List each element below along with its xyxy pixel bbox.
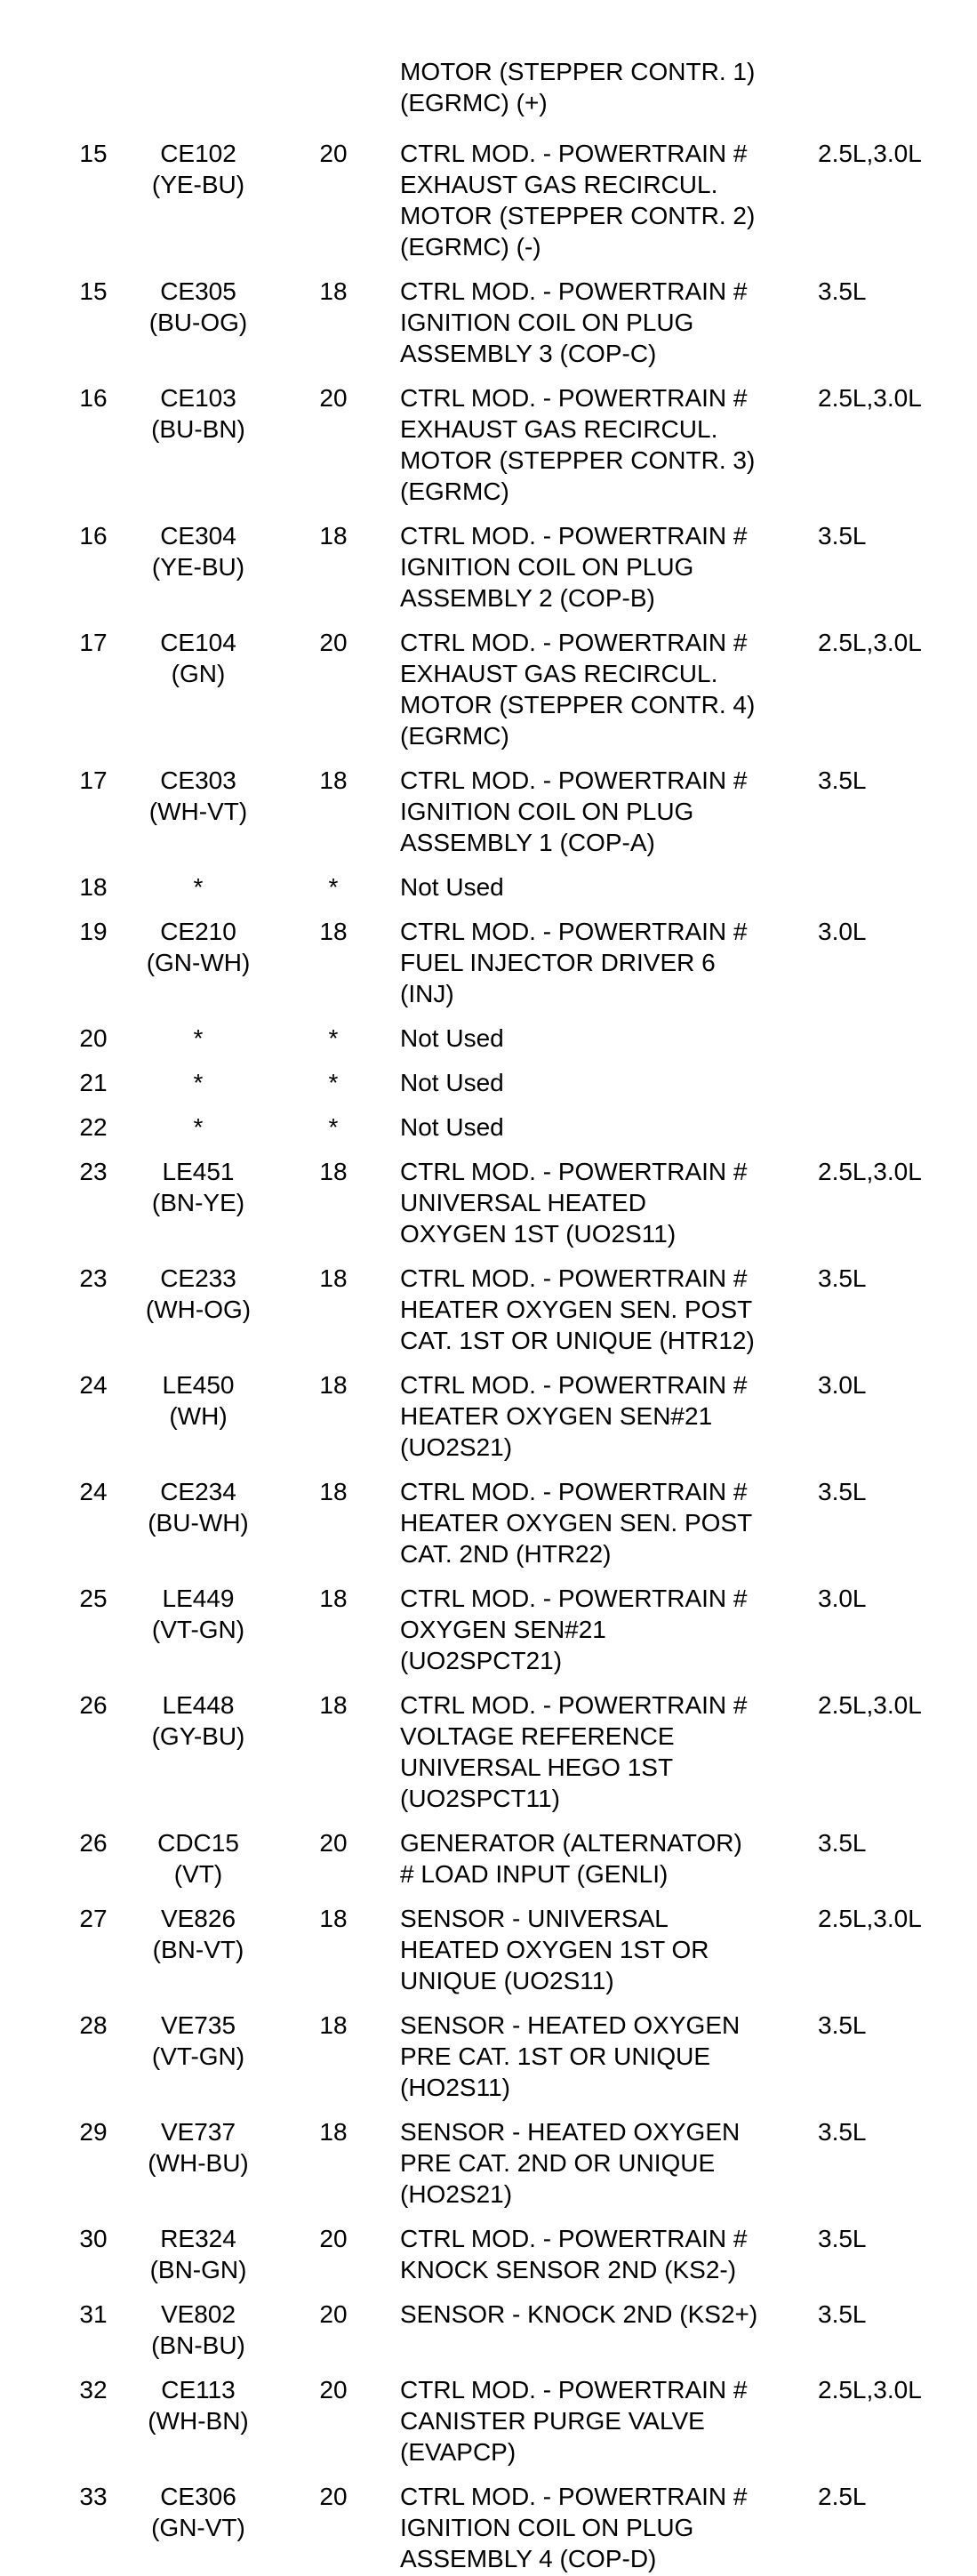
description-line: HEATER OXYGEN SEN#21 [400,1402,713,1430]
circuit-id: VE802 [160,2300,236,2328]
wire-gauge: * [328,873,339,901]
description-line: CTRL MOD. - POWERTRAIN # [400,2225,748,2252]
description-line: VOLTAGE REFERENCE [400,1722,675,1750]
circuit-cell [126,520,270,582]
description-line: UNIQUE (UO2S11) [400,1967,614,1994]
circuit-cell [126,1156,270,1218]
description-line: MOTOR (STEPPER CONTR. 4) [400,691,756,718]
circuit-id: * [193,1113,204,1141]
wire-gauge: 20 [319,2300,348,2328]
pin-number: 33 [79,2483,108,2510]
circuit-id: VE737 [160,2118,236,2146]
wire-gauge: * [328,1113,339,1141]
circuit-id: LE448 [162,1691,235,1719]
wire-gauge: 20 [319,2376,348,2403]
circuit-cell [126,2223,270,2285]
circuit-id: LE449 [162,1585,235,1612]
engine-option: 2.5L [818,2483,867,2510]
circuit-description [400,1583,809,1676]
description-line: SENSOR - UNIVERSAL [400,1905,669,1932]
circuit-description [400,1827,809,1890]
pin-number: 29 [79,2118,108,2146]
description-line: KNOCK SENSOR 2ND (KS2-) [400,2256,737,2283]
description-line: IGNITION COIL ON PLUG [400,553,694,581]
pin-number: 32 [79,2376,108,2403]
wire-gauge: 20 [319,384,348,412]
description-line: (INJ) [400,980,454,1007]
wire-gauge: 20 [319,140,348,167]
circuit-id: * [193,1069,204,1096]
wire-color: (VT-GN) [151,1616,245,1643]
description-line: MOTOR (STEPPER CONTR. 3) [400,446,756,474]
description-line: CTRL MOD. - POWERTRAIN # [400,140,748,167]
description-line: HEATER OXYGEN SEN. POST [400,1296,753,1323]
wire-color: (YE-BU) [151,171,245,198]
circuit-description [400,765,809,858]
circuit-description [400,871,809,903]
description-line: CTRL MOD. - POWERTRAIN # [400,384,748,412]
circuit-cell [126,138,270,200]
pin-number: 18 [79,873,108,901]
pin-number: 21 [79,1069,108,1096]
description-line: Not Used [400,873,504,901]
description-line: (UO2S21) [400,1433,513,1461]
description-line: CTRL MOD. - POWERTRAIN # [400,1264,748,1292]
pin-number: 24 [79,1478,108,1505]
wire-gauge: 20 [319,2225,348,2252]
pin-number: 22 [79,1113,108,1141]
description-line: HEATER OXYGEN SEN. POST [400,1509,753,1537]
description-line: SENSOR - HEATED OXYGEN [400,2011,741,2039]
wire-color: (BU-OG) [148,309,248,336]
description-line: CTRL MOD. - POWERTRAIN # [400,522,748,550]
description-line: CTRL MOD. - POWERTRAIN # [400,629,748,656]
description-line: CAT. 1ST OR UNIQUE (HTR12) [400,1327,755,1354]
pin-number: 26 [79,1691,108,1719]
pin-number: 20 [79,1024,108,1052]
pin-number: 25 [79,1585,108,1612]
circuit-cell [126,2299,270,2361]
circuit-description [400,916,809,1009]
circuit-cell [126,1369,270,1432]
engine-option: 2.5L,3.0L [818,629,922,656]
circuit-description [400,1067,809,1098]
circuit-id: CE304 [160,522,236,550]
description-line: EXHAUST GAS RECIRCUL. [400,660,718,687]
wire-color: (GY-BU) [151,1722,245,1750]
circuit-cell [126,2116,270,2179]
circuit-cell [126,1903,270,1965]
wire-color: (BU-BN) [151,415,245,443]
description-line: EXHAUST GAS RECIRCUL. [400,415,718,443]
description-line: CTRL MOD. - POWERTRAIN # [400,1158,748,1185]
wire-color: (WH-VT) [148,798,248,825]
circuit-id: CE233 [160,1264,236,1292]
description-line: ASSEMBLY 2 (COP-B) [400,584,655,612]
engine-option: 3.5L [818,2300,867,2328]
circuit-description [400,520,809,614]
circuit-description [400,138,809,262]
circuit-id: VE735 [160,2011,236,2039]
description-line: MOTOR (STEPPER CONTR. 2) [400,202,756,229]
circuit-id: CE102 [160,140,236,167]
wire-color: (BU-WH) [148,1509,249,1537]
wire-gauge: 20 [319,629,348,656]
description-line: CTRL MOD. - POWERTRAIN # [400,1478,748,1505]
pin-number: 15 [79,277,108,305]
engine-option: 3.5L [818,2225,867,2252]
description-line: IGNITION COIL ON PLUG [400,309,694,336]
description-line: HEATED OXYGEN 1ST OR [400,1936,709,1963]
engine-option: 2.5L,3.0L [818,1158,922,1185]
circuit-id: * [193,873,204,901]
wire-gauge: * [328,1069,339,1096]
description-line: CTRL MOD. - POWERTRAIN # [400,1585,748,1612]
circuit-description [400,2299,809,2330]
wire-gauge: 18 [319,918,348,945]
circuit-cell [126,2481,270,2543]
description-line: PRE CAT. 1ST OR UNIQUE [400,2042,711,2070]
description-line: UNIVERSAL HEGO 1ST [400,1753,674,1781]
circuit-cell [126,2374,270,2436]
circuit-id: CE103 [160,384,236,412]
engine-option: 3.0L [818,918,867,945]
description-line: Not Used [400,1113,504,1141]
wire-gauge: 18 [319,1691,348,1719]
circuit-cell [126,1689,270,1752]
engine-option: 3.5L [818,277,867,305]
circuit-id: CE210 [160,918,236,945]
wire-color: (VT-GN) [151,2042,245,2070]
description-line: OXYGEN SEN#21 [400,1616,606,1643]
pin-number: 16 [79,522,108,550]
circuit-cell [126,276,270,338]
circuit-description [400,2010,809,2103]
circuit-description [400,1903,809,1996]
wire-gauge: 18 [319,1371,348,1399]
engine-option: 3.5L [818,2118,867,2146]
circuit-cell [126,1263,270,1325]
description-line: GENERATOR (ALTERNATOR) [400,1829,742,1857]
wire-gauge: 20 [319,1829,348,1857]
pin-number: 15 [79,140,108,167]
description-line: UNIVERSAL HEATED [400,1189,646,1216]
circuit-id: CE104 [160,629,236,656]
circuit-description [400,1476,809,1569]
description-line: (UO2SPCT11) [400,1785,560,1812]
description-line: Not Used [400,1069,504,1096]
description-line: ASSEMBLY 1 (COP-A) [400,829,655,856]
pin-number: 27 [79,1905,108,1932]
pin-number: 31 [79,2300,108,2328]
circuit-description [400,2481,809,2574]
circuit-id: CE305 [160,277,236,305]
circuit-description [400,1111,809,1143]
circuit-cell [126,871,270,903]
circuit-id: CE306 [160,2483,236,2510]
circuit-cell [126,1583,270,1645]
continued-line: MOTOR (STEPPER CONTR. 1) [400,58,756,85]
wire-color: (BN-GN) [149,2256,247,2283]
pin-number: 23 [79,1264,108,1292]
wire-gauge: 18 [319,766,348,794]
wire-gauge: 18 [319,277,348,305]
description-line: # LOAD INPUT (GENLI) [400,1860,669,1888]
circuit-id: CE234 [160,1478,236,1505]
circuit-description [400,2116,809,2210]
engine-option: 2.5L,3.0L [818,1691,922,1719]
circuit-description [400,627,809,751]
wire-color: (BN-YE) [151,1189,245,1216]
description-line: CTRL MOD. - POWERTRAIN # [400,1371,748,1399]
circuit-description [400,1263,809,1356]
description-line: FUEL INJECTOR DRIVER 6 [400,949,716,976]
description-line: IGNITION COIL ON PLUG [400,798,694,825]
circuit-cell [126,1111,270,1143]
description-line: EXHAUST GAS RECIRCUL. [400,171,718,198]
description-line: (EGRMC) (-) [400,233,541,261]
wire-gauge: 18 [319,1585,348,1612]
circuit-id: VE826 [160,1905,236,1932]
circuit-id: CE113 [161,2376,236,2403]
pin-number: 23 [79,1158,108,1185]
continued-line: (EGRMC) (+) [400,89,548,116]
engine-option: 3.0L [818,1371,867,1399]
circuit-cell [126,1827,270,1890]
wire-color: (GN-VT) [151,2514,245,2541]
pin-number: 26 [79,1829,108,1857]
wire-color: (GN-WH) [146,949,251,976]
circuit-id: * [193,1024,204,1052]
engine-option: 3.0L [818,1585,867,1612]
description-line: CAT. 2ND (HTR22) [400,1540,612,1568]
circuit-id: CDC15 [157,1829,239,1857]
wire-color: (WH-BU) [148,2149,249,2177]
pin-number: 17 [79,629,108,656]
circuit-cell [126,382,270,445]
description-line: CTRL MOD. - POWERTRAIN # [400,2376,748,2403]
wire-gauge: 20 [319,2483,348,2510]
engine-option: 2.5L,3.0L [818,2376,922,2403]
circuit-cell [126,1023,270,1054]
description-line: IGNITION COIL ON PLUG [400,2514,694,2541]
wire-color: (WH-BN) [148,2407,249,2435]
description-line: CTRL MOD. - POWERTRAIN # [400,766,748,794]
description-line: CTRL MOD. - POWERTRAIN # [400,1691,748,1719]
description-line: PRE CAT. 2ND OR UNIQUE [400,2149,716,2177]
pin-number: 30 [79,2225,108,2252]
circuit-cell [126,2010,270,2072]
continued-description [400,56,809,118]
description-line: ASSEMBLY 4 (COP-D) [400,2545,657,2572]
pin-number: 16 [79,384,108,412]
circuit-description [400,2374,809,2468]
wire-gauge: 18 [319,2118,348,2146]
engine-option: 2.5L,3.0L [818,1905,922,1932]
circuit-cell [126,916,270,978]
circuit-description [400,1689,809,1814]
description-line: CANISTER PURGE VALVE [400,2407,705,2435]
circuit-id: LE451 [162,1158,235,1185]
wire-gauge: 18 [319,2011,348,2039]
circuit-cell [126,627,270,689]
engine-option: 2.5L,3.0L [818,140,922,167]
description-line: (HO2S11) [400,2074,510,2101]
wire-gauge: 18 [319,1158,348,1185]
circuit-description [400,1156,809,1249]
engine-option: 3.5L [818,2011,867,2039]
wire-gauge: * [328,1024,339,1052]
wire-color: (YE-BU) [151,553,245,581]
engine-option: 3.5L [818,1264,867,1292]
wire-gauge: 18 [319,1264,348,1292]
description-line: CTRL MOD. - POWERTRAIN # [400,277,748,305]
circuit-description [400,276,809,369]
description-line: (EGRMC) [400,722,509,750]
description-line: (EVAPCP) [400,2438,517,2466]
engine-option: 3.5L [818,1478,867,1505]
circuit-description [400,1023,809,1054]
description-line: (HO2S21) [400,2180,513,2208]
wire-color: (BN-VT) [152,1936,244,1963]
description-line: SENSOR - KNOCK 2ND (KS2+) [400,2300,758,2328]
engine-option: 2.5L,3.0L [818,384,922,412]
description-line: OXYGEN 1ST (UO2S11) [400,1220,677,1248]
wire-color: (WH) [169,1402,228,1430]
wire-gauge: 18 [319,522,348,550]
wire-gauge: 18 [319,1478,348,1505]
engine-option: 3.5L [818,1829,867,1857]
engine-option: 3.5L [818,522,867,550]
circuit-cell [126,765,270,827]
description-line: Not Used [400,1024,504,1052]
description-line: CTRL MOD. - POWERTRAIN # [400,918,748,945]
circuit-id: RE324 [160,2225,236,2252]
wire-color: (VT) [173,1860,223,1888]
wire-gauge: 18 [319,1905,348,1932]
wire-color: (BN-BU) [151,2331,245,2359]
circuit-id: CE303 [160,766,236,794]
description-line: (UO2SPCT21) [400,1647,563,1674]
pin-number: 17 [79,766,108,794]
description-line: SENSOR - HEATED OXYGEN [400,2118,741,2146]
circuit-description [400,1369,809,1463]
pin-number: 28 [79,2011,108,2039]
pin-number: 19 [79,918,108,945]
engine-option: 3.5L [818,766,867,794]
circuit-cell [126,1476,270,1538]
wire-color: (GN) [171,660,226,687]
description-line: ASSEMBLY 3 (COP-C) [400,340,657,367]
description-line: CTRL MOD. - POWERTRAIN # [400,2483,748,2510]
circuit-cell [126,1067,270,1098]
pin-number: 24 [79,1371,108,1399]
description-line: (EGRMC) [400,477,509,505]
circuit-id: LE450 [162,1371,235,1399]
circuit-description [400,382,809,507]
circuit-description [400,2223,809,2285]
wire-color: (WH-OG) [145,1296,252,1323]
